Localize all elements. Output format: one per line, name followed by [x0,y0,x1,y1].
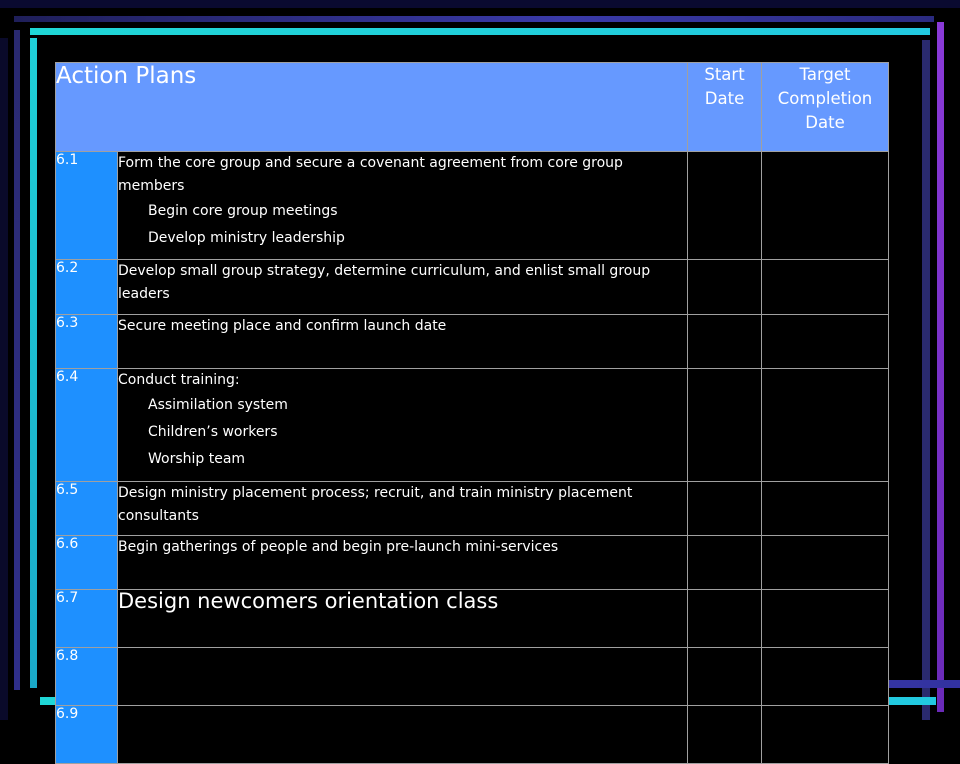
row-description: Secure meeting place and confirm launch date [118,315,688,369]
sub-item: Children’s workers [148,424,278,440]
sub-item: Begin core group meetings [148,203,338,219]
start-date-cell[interactable] [688,315,762,369]
start-date-cell[interactable] [688,482,762,536]
row-description [118,706,688,764]
row-number: 6.8 [56,648,118,706]
row-description: Develop small group strategy, determine curriculum, and enlist small group leaders [118,260,688,315]
table-row [56,152,889,260]
decorative-bar [922,40,930,720]
start-date-cell[interactable] [688,152,762,260]
row-description [118,369,688,482]
start-date-cell[interactable] [688,590,762,648]
header-row [56,63,889,152]
column-header-action-plans: Action Plans [56,63,688,152]
sub-item: Worship team [148,451,246,467]
row-number: 6.6 [56,536,118,590]
target-date-cell[interactable] [762,648,889,706]
decorative-bar [14,16,934,22]
target-date-cell[interactable] [762,482,889,536]
table-row [56,590,889,648]
row-description [118,152,688,260]
table-row [56,369,889,482]
decorative-bar [0,0,960,8]
row-number: 6.4 [56,369,118,482]
target-date-cell[interactable] [762,369,889,482]
row-description: Design ministry placement process; recruit, and train ministry placement consultants [118,482,688,536]
target-date-cell[interactable] [762,590,889,648]
start-date-cell[interactable] [688,648,762,706]
start-date-cell[interactable] [688,536,762,590]
target-date-cell[interactable] [762,536,889,590]
target-date-cell[interactable] [762,706,889,764]
table-row [56,648,889,706]
row-text: Conduct training: [118,372,240,388]
decorative-bar [30,38,37,688]
start-date-cell[interactable] [688,369,762,482]
decorative-bar [14,30,20,690]
target-date-cell[interactable] [762,315,889,369]
decorative-bar [0,38,8,720]
row-text: Form the core group and secure a covenant agreement from core group members [118,155,623,194]
row-number: 6.9 [56,706,118,764]
row-number: 6.5 [56,482,118,536]
row-number: 6.7 [56,590,118,648]
table-row [56,706,889,764]
target-date-cell[interactable] [762,152,889,260]
action-plans-table [55,62,889,764]
sub-item: Develop ministry leadership [148,230,345,246]
start-date-cell[interactable] [688,706,762,764]
sub-item: Assimilation system [148,397,288,413]
decorative-bar [937,22,944,712]
row-number: 6.3 [56,315,118,369]
column-header-target-completion-date: Target Completion Date [762,63,889,152]
row-number: 6.1 [56,152,118,260]
row-description: Design newcomers orientation class [118,590,688,648]
decorative-bar [30,28,930,35]
table-row [56,536,889,590]
row-number: 6.2 [56,260,118,315]
table-row [56,260,889,315]
table-row [56,315,889,369]
row-description: Begin gatherings of people and begin pre-launch mini-services [118,536,688,590]
row-description [118,648,688,706]
column-header-start-date: Start Date [688,63,762,152]
target-date-cell[interactable] [762,260,889,315]
table-row [56,482,889,536]
start-date-cell[interactable] [688,260,762,315]
